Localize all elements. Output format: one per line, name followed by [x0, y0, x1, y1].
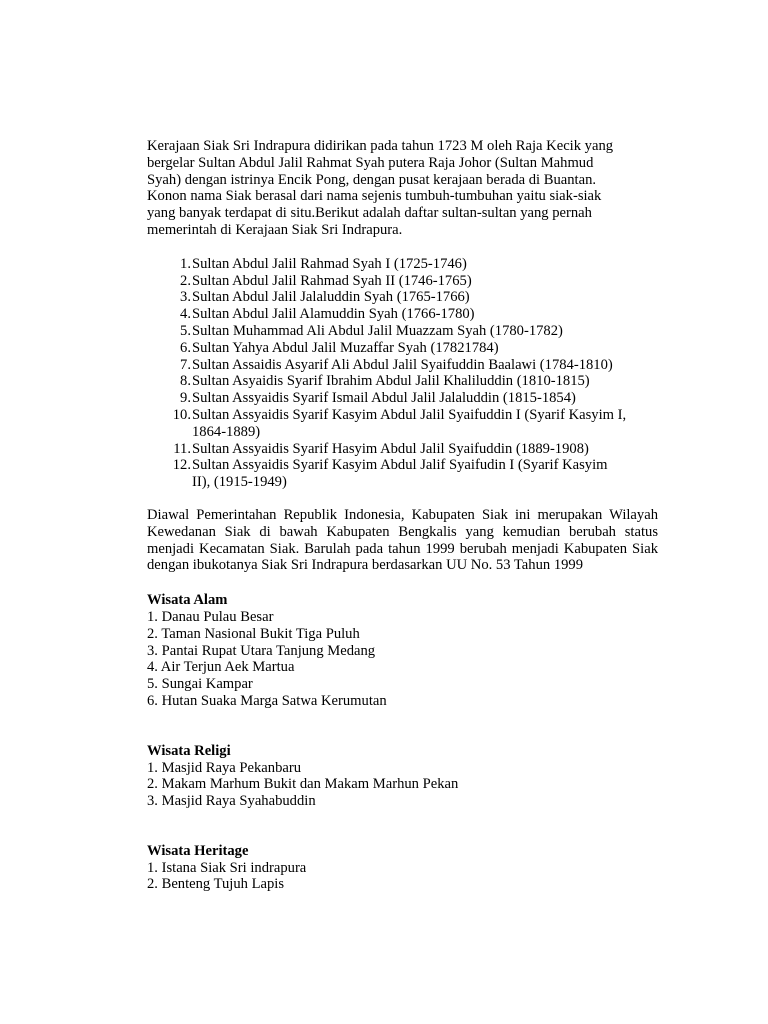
- list-number: 10.: [172, 406, 191, 423]
- list-item: 6. Hutan Suaka Marga Satwa Kerumutan: [147, 692, 387, 709]
- list-item: 2. Taman Nasional Bukit Tiga Puluh: [147, 625, 360, 642]
- list-text: Sultan Abdul Jalil Rahmad Syah I (1725-1746): [192, 255, 467, 272]
- list-item: 2. Makam Marhum Bukit dan Makam Marhun Pekan: [147, 776, 459, 793]
- list-number: 3.: [180, 289, 191, 306]
- list-item: 3. Masjid Raya Syahabuddin: [147, 793, 316, 810]
- list-item: [147, 340, 643, 357]
- list-item: [147, 323, 643, 340]
- list-number: 7.: [180, 356, 191, 373]
- list-item: [147, 373, 643, 390]
- list-number: 12.: [172, 457, 191, 474]
- list-item: [147, 306, 643, 323]
- document-page: [147, 138, 658, 893]
- list-text: Sultan Yahya Abdul Jalil Muzaffar Syah (17821784): [192, 339, 499, 356]
- list-number: 11.: [173, 440, 191, 457]
- list-item: 3. Pantai Rupat Utara Tanjung Medang: [147, 642, 376, 659]
- list-text: Sultan Assyaidis Syarif Kasyim Abdul Jalif Syaifudin I (Syarif Kasyim II), (1915-1949): [192, 457, 608, 491]
- list-item: [147, 357, 643, 374]
- list-text: Sultan Abdul Jalil Jalaluddin Syah (1765-1766): [192, 289, 470, 306]
- list-item: 1. Danau Pulau Besar: [147, 608, 274, 625]
- list-number: 9.: [180, 390, 191, 407]
- list-item: [147, 273, 643, 290]
- list-text: Sultan Assyaidis Syarif Kasyim Abdul Jalil Syaifuddin I (Syarif Kasyim I, 1864-1889): [192, 406, 627, 440]
- list-text: Sultan Assyaidis Syarif Ismail Abdul Jalil Jalaluddin (1815-1854): [192, 390, 576, 407]
- wisata-heritage-section: [147, 843, 643, 893]
- list-item: [147, 407, 643, 441]
- list-item: [147, 390, 643, 407]
- list-text: Sultan Assyaidis Syarif Hasyim Abdul Jalil Syaifuddin (1889-1908): [192, 440, 589, 457]
- intro-paragraph: Kerajaan Siak Sri Indrapura didirikan pada tahun 1723 M oleh Raja Kecik yang bergelar Sultan Abdul Jalil Rahmat Syah putera Raja Johor (Sultan Mahmud Syah) dengan istrinya Encik Pong, dengan pusat kerajaan berada di Buantan. Konon nama Siak berasal dari nama sejenis tumbuh-tumbuhan yaitu siak-siak yang banyak terdapat di situ.Berikut adalah daftar sultan-sultan yang pernah memerintah di Kerajaan Siak Sri Indrapura.: [147, 138, 614, 238]
- section-heading: Wisata Heritage: [147, 842, 249, 859]
- list-text: Sultan Muhammad Ali Abdul Jalil Muazzam Syah (1780-1782): [192, 322, 563, 339]
- list-item: [147, 441, 643, 458]
- section-heading: Wisata Religi: [147, 742, 231, 759]
- list-item: 4. Air Terjun Aek Martua: [147, 659, 295, 676]
- wisata-alam-section: [147, 592, 643, 710]
- list-text: Sultan Abdul Jalil Rahmad Syah II (1746-1765): [192, 272, 472, 289]
- list-number: 2.: [180, 272, 191, 289]
- list-number: 6.: [180, 339, 191, 356]
- section-heading: Wisata Alam: [147, 592, 228, 609]
- list-text: Sultan Assaidis Asyarif Ali Abdul Jalil Syaifuddin Baalawi (1784-1810): [192, 356, 613, 373]
- wisata-religi-section: [147, 743, 643, 810]
- list-number: 8.: [180, 373, 191, 390]
- list-item: [147, 256, 643, 273]
- list-number: 5.: [180, 322, 191, 339]
- list-item: [147, 289, 643, 306]
- list-item: [147, 457, 643, 491]
- list-item: 5. Sungai Kampar: [147, 676, 253, 693]
- list-number: 1.: [180, 255, 191, 272]
- list-text: Sultan Asyaidis Syarif Ibrahim Abdul Jalil Khaliluddin (1810-1815): [192, 373, 590, 390]
- list-item: 1. Masjid Raya Pekanbaru: [147, 759, 302, 776]
- history-paragraph: Diawal Pemerintahan Republik Indonesia, Kabupaten Siak ini merupakan Wilayah Kewedanan Siak di bawah Kabupaten Bengkalis yang kemudian berubah status menjadi Kecamatan Siak. Barulah pada tahun 1999 berubah menjadi Kabupaten Siak dengan ibukotanya Siak Sri Indrapura berdasarkan UU No. 53 Tahun 1999: [147, 506, 658, 574]
- list-text: Sultan Abdul Jalil Alamuddin Syah (1766-1780): [192, 306, 475, 323]
- list-item: 2. Benteng Tujuh Lapis: [147, 876, 285, 893]
- sultan-list: [147, 256, 643, 491]
- list-item: 1. Istana Siak Sri indrapura: [147, 859, 307, 876]
- list-number: 4.: [180, 306, 191, 323]
